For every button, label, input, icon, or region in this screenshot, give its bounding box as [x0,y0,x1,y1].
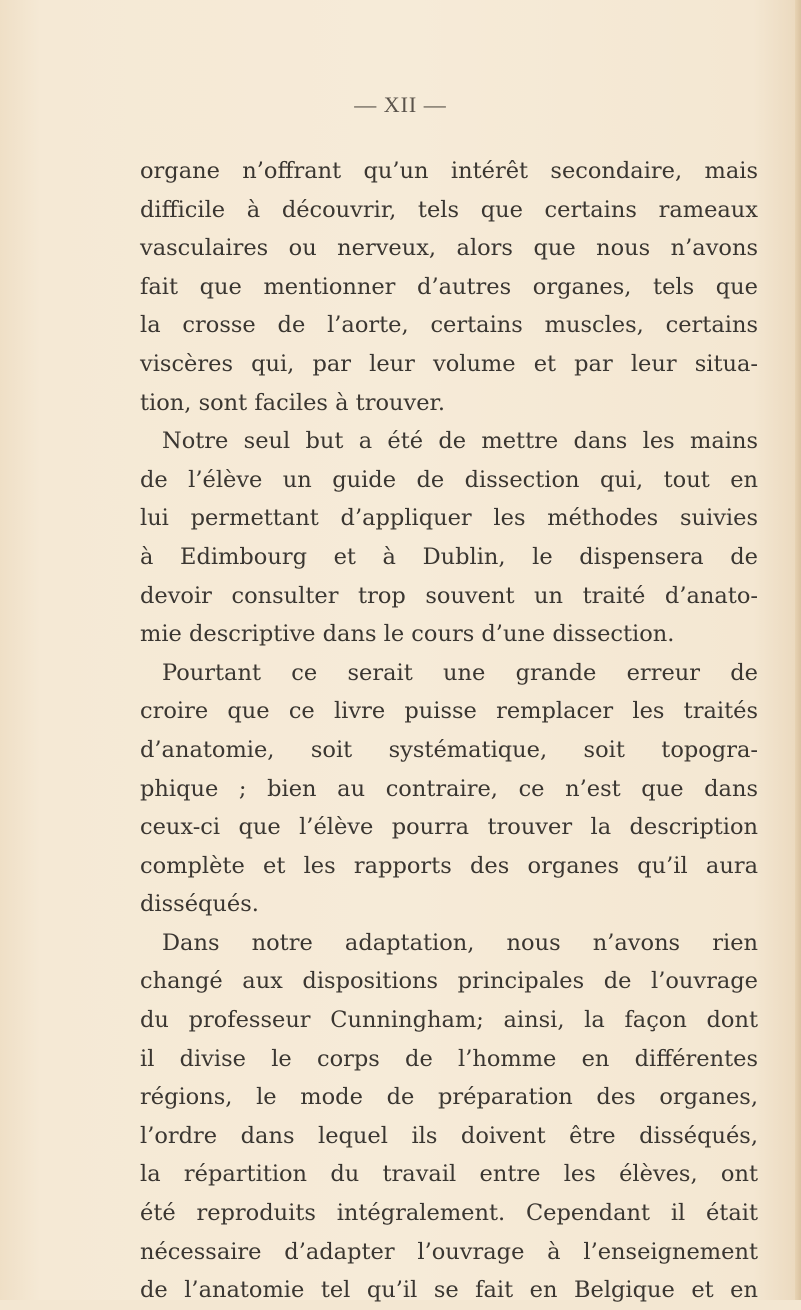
text-line: devoir consulter trop souvent un traité d’anato- [140,582,758,609]
text-line: il divise le corps de l’homme en différentes [140,1045,758,1072]
text-line: lui permettant d’appliquer les méthodes suivies [140,505,758,532]
text-line: fait que mentionner d’autres organes, tels que [140,273,758,300]
page-number: — XII — [354,92,447,117]
text-line: à Edimbourg et à Dublin, le dispensera de [140,543,758,570]
text-line: ceux-ci que l’élève pourra trouver la description [140,814,758,841]
paragraph-first-line: Dans notre adaptation, nous n’avons rien [162,929,758,956]
text-line: été reproduits intégralement. Cependant il était [140,1200,758,1227]
text-line: nécessaire d’adapter l’ouvrage à l’enseignement [140,1238,758,1265]
text-line: changé aux dispositions principales de l’ouvrage [140,968,758,995]
page-edge [795,0,801,1300]
text-line: vasculaires ou nerveux, alors que nous n’avons [140,235,758,262]
text-line: mie descriptive dans le cours d’une dissection. [140,621,675,648]
text-line: disséqués. [140,891,259,918]
paragraph-first-line: Notre seul but a été de mettre dans les mains [162,428,758,455]
paragraph-first-line: Pourtant ce serait une grande erreur de [162,659,758,686]
text-line: la répartition du travail entre les élèves, ont [140,1161,758,1188]
text-line: difficile à découvrir, tels que certains rameaux [140,196,758,223]
text-line: régions, le mode de préparation des organes, [140,1084,758,1111]
text-line: complète et les rapports des organes qu’il aura [140,852,758,879]
text-line: l’ordre dans lequel ils doivent être disséqués, [140,1122,758,1149]
text-line: du professeur Cunningham; ainsi, la façon dont [140,1007,758,1034]
text-line: organe n’offrant qu’un intérêt secondaire, mais [140,158,758,184]
text-line: de l’élève un guide de dissection qui, tout en [140,466,758,493]
text-line: croire que ce livre puisse remplacer les traités [140,698,758,725]
body-text [140,152,758,1310]
text-line: la crosse de l’aorte, certains muscles, certains [140,312,758,339]
text-line: de l’anatomie tel qu’il se fait en Belgique et en [140,1277,758,1304]
text-line: phique ; bien au contraire, ce n’est que dans [140,775,758,802]
text-line: viscères qui, par leur volume et par leur situa- [140,350,758,377]
text-line: tion, sont faciles à trouver. [140,389,445,416]
text-line: d’anatomie, soit systématique, soit topogra- [140,736,758,763]
